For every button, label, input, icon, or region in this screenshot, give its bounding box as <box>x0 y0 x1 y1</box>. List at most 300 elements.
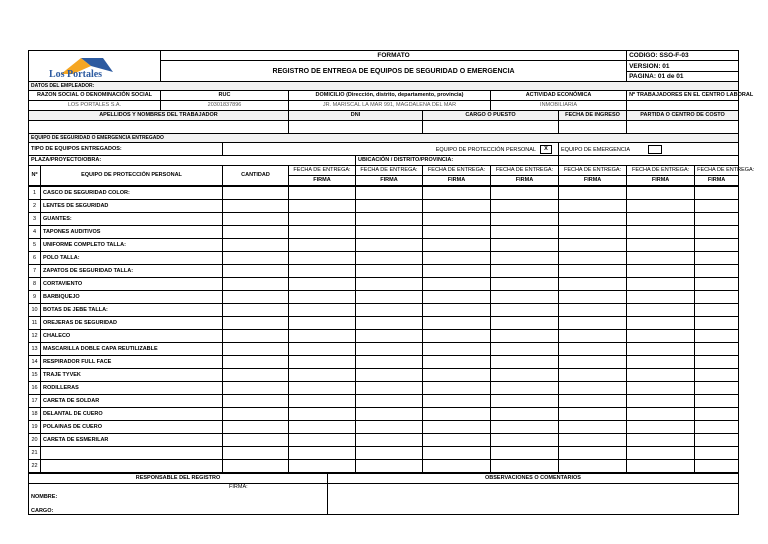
item-signature-field[interactable] <box>423 343 491 356</box>
item-signature-field[interactable] <box>423 395 491 408</box>
item-quantity-field[interactable] <box>223 213 289 226</box>
item-signature-field[interactable] <box>289 421 356 434</box>
item-signature-field[interactable] <box>559 356 627 369</box>
item-number: 11 <box>29 317 41 330</box>
item-signature-field[interactable] <box>627 434 695 447</box>
col-sign-header: FIRMA <box>289 176 356 186</box>
equipment-table <box>28 186 739 473</box>
observations-header: OBSERVACIONES O COMENTARIOS <box>328 474 739 484</box>
item-signature-field[interactable] <box>289 330 356 343</box>
col-number-header: Nº <box>29 166 41 186</box>
item-number: 4 <box>29 226 41 239</box>
responsible-block[interactable] <box>29 484 328 515</box>
col-date-header: FECHA DE ENTREGA: <box>289 166 356 176</box>
col-date-header: FECHA DE ENTREGA: <box>695 166 739 176</box>
item-name: RESPIRADOR FULL FACE <box>41 356 223 369</box>
item-signature-field[interactable] <box>627 460 695 473</box>
emergency-option-label: EQUIPO DE EMERGENCIA <box>561 146 631 153</box>
brand-name: Los Portales <box>49 69 103 80</box>
item-signature-field[interactable] <box>695 252 739 265</box>
col-sign-header: FIRMA <box>356 176 423 186</box>
item-signature-field[interactable] <box>491 265 559 278</box>
item-signature-field[interactable] <box>423 434 491 447</box>
item-signature-field[interactable] <box>423 330 491 343</box>
item-signature-field[interactable] <box>627 200 695 213</box>
item-quantity-field[interactable] <box>223 382 289 395</box>
item-signature-field[interactable] <box>423 460 491 473</box>
table-row <box>29 213 739 226</box>
item-signature-field[interactable] <box>356 408 423 421</box>
table-row <box>29 395 739 408</box>
item-signature-field[interactable] <box>289 434 356 447</box>
observations-field[interactable] <box>328 484 739 515</box>
item-name: LENTES DE SEGURIDAD <box>41 200 223 213</box>
item-signature-field[interactable] <box>423 278 491 291</box>
item-signature-field[interactable] <box>289 187 356 200</box>
item-signature-field[interactable] <box>695 278 739 291</box>
item-signature-field[interactable] <box>559 460 627 473</box>
item-signature-field[interactable] <box>627 291 695 304</box>
employer-section-title: DATOS DEL EMPLEADOR: <box>29 82 739 91</box>
item-signature-field[interactable] <box>491 213 559 226</box>
item-number: 12 <box>29 330 41 343</box>
item-number: 3 <box>29 213 41 226</box>
item-signature-field[interactable] <box>559 187 627 200</box>
logo-cell <box>29 51 161 82</box>
item-name: CARETA DE SOLDAR <box>41 395 223 408</box>
item-quantity-field[interactable] <box>223 200 289 213</box>
item-name: POLAINAS DE CUERO <box>41 421 223 434</box>
col-date-header: FECHA DE ENTREGA: <box>423 166 491 176</box>
item-name: CARETA DE ESMERILAR <box>41 434 223 447</box>
footer-table <box>28 473 739 515</box>
item-signature-field[interactable] <box>559 408 627 421</box>
item-number: 19 <box>29 421 41 434</box>
item-signature-field[interactable] <box>695 291 739 304</box>
item-number: 18 <box>29 408 41 421</box>
col-quantity-header: CANTIDAD <box>223 166 289 186</box>
item-quantity-field[interactable] <box>223 226 289 239</box>
item-signature-field[interactable] <box>423 226 491 239</box>
item-signature-field[interactable] <box>356 356 423 369</box>
item-signature-field[interactable] <box>627 278 695 291</box>
item-signature-field[interactable] <box>695 330 739 343</box>
item-signature-field[interactable] <box>423 421 491 434</box>
item-quantity-field[interactable] <box>223 356 289 369</box>
item-signature-field[interactable] <box>695 421 739 434</box>
item-signature-field[interactable] <box>423 187 491 200</box>
item-signature-field[interactable] <box>491 369 559 382</box>
item-signature-field[interactable] <box>559 200 627 213</box>
item-signature-field[interactable] <box>289 460 356 473</box>
item-name: TRAJE TYVEK <box>41 369 223 382</box>
item-quantity-field[interactable] <box>223 187 289 200</box>
item-signature-field[interactable] <box>627 330 695 343</box>
item-signature-field[interactable] <box>559 395 627 408</box>
item-signature-field[interactable] <box>356 278 423 291</box>
worker-header-start-date: FECHA DE INGRESO <box>559 111 627 121</box>
item-signature-field[interactable] <box>627 395 695 408</box>
equipment-type-label: TIPO DE EQUIPOS ENTREGADOS: <box>29 143 223 156</box>
item-name: CHALECO <box>41 330 223 343</box>
item-signature-field[interactable] <box>491 460 559 473</box>
table-row <box>29 447 739 460</box>
item-signature-field[interactable] <box>491 304 559 317</box>
table-row <box>29 343 739 356</box>
item-signature-field[interactable] <box>695 239 739 252</box>
item-name: BOTAS DE JEBE TALLA: <box>41 304 223 317</box>
item-signature-field[interactable] <box>627 408 695 421</box>
location-label: UBICACIÓN / DISTRITO/PROVINCIA: <box>356 156 559 166</box>
item-signature-field[interactable] <box>289 252 356 265</box>
item-number: 15 <box>29 369 41 382</box>
item-signature-field[interactable] <box>695 343 739 356</box>
item-signature-field[interactable] <box>695 356 739 369</box>
table-row <box>29 460 739 473</box>
item-signature-field[interactable] <box>627 317 695 330</box>
item-signature-field[interactable] <box>423 369 491 382</box>
col-date-header: FECHA DE ENTREGA: <box>356 166 423 176</box>
item-signature-field[interactable] <box>491 395 559 408</box>
item-number: 1 <box>29 187 41 200</box>
item-quantity-field[interactable] <box>223 265 289 278</box>
item-signature-field[interactable] <box>627 421 695 434</box>
item-number: 9 <box>29 291 41 304</box>
item-quantity-field[interactable] <box>223 252 289 265</box>
item-signature-field[interactable] <box>559 343 627 356</box>
worker-dni-field[interactable] <box>289 121 423 134</box>
item-number: 17 <box>29 395 41 408</box>
item-signature-field[interactable] <box>356 265 423 278</box>
item-signature-field[interactable] <box>491 447 559 460</box>
item-name: MASCARILLA DOBLE CAPA REUTILIZABLE <box>41 343 223 356</box>
table-row <box>29 252 739 265</box>
item-signature-field[interactable] <box>289 317 356 330</box>
item-signature-field[interactable] <box>627 356 695 369</box>
format-title: FORMATO <box>161 51 627 61</box>
item-signature-field[interactable] <box>423 447 491 460</box>
item-number: 8 <box>29 278 41 291</box>
item-signature-field[interactable] <box>559 291 627 304</box>
item-signature-field[interactable] <box>695 382 739 395</box>
form-sheet <box>28 50 755 515</box>
item-signature-field[interactable] <box>356 304 423 317</box>
table-row <box>29 317 739 330</box>
item-signature-field[interactable] <box>695 304 739 317</box>
employer-header-name: RAZON SOCIAL O DENOMINACIÓN SOCIAL <box>29 91 161 101</box>
emergency-option <box>559 143 739 156</box>
item-signature-field[interactable] <box>627 265 695 278</box>
item-signature-field[interactable] <box>423 382 491 395</box>
item-signature-field[interactable] <box>491 187 559 200</box>
item-signature-field[interactable] <box>289 369 356 382</box>
item-signature-field[interactable] <box>356 343 423 356</box>
item-signature-field[interactable] <box>559 447 627 460</box>
item-signature-field[interactable] <box>627 239 695 252</box>
employer-header-activity: ACTIVIDAD ECONÓMICA <box>491 91 627 101</box>
table-row <box>29 187 739 200</box>
item-signature-field[interactable] <box>491 291 559 304</box>
table-row <box>29 278 739 291</box>
col-date-header: FECHA DE ENTREGA: <box>491 166 559 176</box>
item-signature-field[interactable] <box>559 304 627 317</box>
table-row <box>29 356 739 369</box>
item-signature-field[interactable] <box>695 460 739 473</box>
item-signature-field[interactable] <box>559 382 627 395</box>
item-signature-field[interactable] <box>356 226 423 239</box>
item-name: TAPONES AUDITIVOS <box>41 226 223 239</box>
item-number: 20 <box>29 434 41 447</box>
item-number: 14 <box>29 356 41 369</box>
item-signature-field[interactable] <box>356 187 423 200</box>
item-signature-field[interactable] <box>289 291 356 304</box>
item-signature-field[interactable] <box>356 395 423 408</box>
item-signature-field[interactable] <box>695 434 739 447</box>
item-signature-field[interactable] <box>289 278 356 291</box>
item-signature-field[interactable] <box>695 187 739 200</box>
item-name: POLO TALLA: <box>41 252 223 265</box>
item-signature-field[interactable] <box>289 304 356 317</box>
table-row <box>29 239 739 252</box>
worker-name-field[interactable] <box>29 121 289 134</box>
item-signature-field[interactable] <box>423 213 491 226</box>
employer-header-workers: Nº TRABAJADORES EN EL CENTRO LABORAL <box>627 91 739 101</box>
item-signature-field[interactable] <box>559 213 627 226</box>
item-signature-field[interactable] <box>423 239 491 252</box>
employer-header-ruc: RUC <box>161 91 289 101</box>
item-number: 22 <box>29 460 41 473</box>
item-signature-field[interactable] <box>491 434 559 447</box>
item-signature-field[interactable] <box>627 447 695 460</box>
item-number: 7 <box>29 265 41 278</box>
item-signature-field[interactable] <box>356 200 423 213</box>
item-signature-field[interactable] <box>491 421 559 434</box>
item-number: 2 <box>29 200 41 213</box>
item-name <box>41 447 223 460</box>
item-signature-field[interactable] <box>491 252 559 265</box>
item-signature-field[interactable] <box>491 330 559 343</box>
item-signature-field[interactable] <box>289 343 356 356</box>
item-signature-field[interactable] <box>423 356 491 369</box>
item-signature-field[interactable] <box>423 291 491 304</box>
item-name: BARBIQUEJO <box>41 291 223 304</box>
item-signature-field[interactable] <box>559 330 627 343</box>
item-name: RODILLERAS <box>41 382 223 395</box>
ppe-checkbox[interactable]: X <box>540 145 552 154</box>
item-signature-field[interactable] <box>356 317 423 330</box>
item-signature-field[interactable] <box>695 408 739 421</box>
item-signature-field[interactable] <box>627 382 695 395</box>
table-row <box>29 200 739 213</box>
col-date-header: FECHA DE ENTREGA: <box>559 166 627 176</box>
code-label: CODIGO: SSO-F-03 <box>627 51 739 61</box>
item-quantity-field[interactable] <box>223 317 289 330</box>
table-row <box>29 330 739 343</box>
item-signature-field[interactable] <box>289 447 356 460</box>
item-quantity-field[interactable] <box>223 278 289 291</box>
table-row <box>29 369 739 382</box>
item-signature-field[interactable] <box>695 200 739 213</box>
item-signature-field[interactable] <box>559 239 627 252</box>
item-number: 10 <box>29 304 41 317</box>
item-signature-field[interactable] <box>559 369 627 382</box>
item-signature-field[interactable] <box>559 265 627 278</box>
item-signature-field[interactable] <box>289 239 356 252</box>
table-row <box>29 421 739 434</box>
version-label: VERSION: 01 <box>627 61 739 72</box>
item-signature-field[interactable] <box>559 434 627 447</box>
item-signature-field[interactable] <box>627 252 695 265</box>
item-signature-field[interactable] <box>559 421 627 434</box>
item-signature-field[interactable] <box>289 356 356 369</box>
item-quantity-field[interactable] <box>223 343 289 356</box>
item-signature-field[interactable] <box>491 200 559 213</box>
item-signature-field[interactable] <box>423 200 491 213</box>
item-signature-field[interactable] <box>627 343 695 356</box>
item-name: GUANTES: <box>41 213 223 226</box>
item-quantity-field[interactable] <box>223 460 289 473</box>
emergency-checkbox[interactable] <box>648 145 662 154</box>
item-signature-field[interactable] <box>559 226 627 239</box>
item-name: CORTAVIENTO <box>41 278 223 291</box>
equipment-section-title: EQUIPO DE SEGURIDAD O EMERGENCIA ENTREGADO <box>29 134 739 143</box>
location-field[interactable] <box>559 156 739 166</box>
item-signature-field[interactable] <box>289 200 356 213</box>
employer-workers-value[interactable] <box>627 101 739 111</box>
ppe-option <box>223 143 559 156</box>
table-row <box>29 382 739 395</box>
item-quantity-field[interactable] <box>223 434 289 447</box>
item-name: UNIFORME COMPLETO TALLA: <box>41 239 223 252</box>
item-signature-field[interactable] <box>423 265 491 278</box>
item-signature-field[interactable] <box>423 252 491 265</box>
item-signature-field[interactable] <box>491 343 559 356</box>
item-signature-field[interactable] <box>356 369 423 382</box>
item-signature-field[interactable] <box>423 408 491 421</box>
item-signature-field[interactable] <box>423 304 491 317</box>
item-signature-field[interactable] <box>356 239 423 252</box>
item-signature-field[interactable] <box>491 382 559 395</box>
page-label: PAGINA: 01 de 01 <box>627 72 739 82</box>
item-signature-field[interactable] <box>289 265 356 278</box>
item-signature-field[interactable] <box>491 239 559 252</box>
table-row <box>29 304 739 317</box>
site-label: PLAZA/PROYECTO/OBRA: <box>29 156 356 166</box>
item-signature-field[interactable] <box>356 447 423 460</box>
item-quantity-field[interactable] <box>223 239 289 252</box>
item-signature-field[interactable] <box>491 317 559 330</box>
ppe-option-label: EQUIPO DE PROTECCIÓN PERSONAL <box>435 146 536 153</box>
col-sign-header: FIRMA <box>627 176 695 186</box>
item-signature-field[interactable] <box>356 330 423 343</box>
item-signature-field[interactable] <box>356 252 423 265</box>
table-row <box>29 434 739 447</box>
item-signature-field[interactable] <box>695 369 739 382</box>
col-sign-header: FIRMA <box>423 176 491 186</box>
item-signature-field[interactable] <box>356 291 423 304</box>
worker-header-cost-center: PARTIDA O CENTRO DE COSTO <box>627 111 739 121</box>
item-quantity-field[interactable] <box>223 330 289 343</box>
employer-header-address: DOMICILIO (Dirección, distrito, departamento, provincia) <box>289 91 491 101</box>
worker-header-name: APELLIDOS Y NOMBRES DEL TRABAJADOR <box>29 111 289 121</box>
item-signature-field[interactable] <box>423 317 491 330</box>
item-signature-field[interactable] <box>356 421 423 434</box>
item-quantity-field[interactable] <box>223 304 289 317</box>
table-row <box>29 291 739 304</box>
item-quantity-field[interactable] <box>223 291 289 304</box>
item-number: 21 <box>29 447 41 460</box>
name-label: NOMBRE: <box>31 494 58 500</box>
item-signature-field[interactable] <box>356 213 423 226</box>
item-name: CASCO DE SEGURIDAD COLOR: <box>41 187 223 200</box>
worker-header-role: CARGO O PUESTO <box>423 111 559 121</box>
item-signature-field[interactable] <box>356 382 423 395</box>
item-signature-field[interactable] <box>289 382 356 395</box>
worker-role-field[interactable] <box>423 121 559 134</box>
item-signature-field[interactable] <box>356 434 423 447</box>
employer-address-value[interactable]: JR. MARISCAL LA MAR 991, MAGDALENA DEL MAR <box>289 101 491 111</box>
item-signature-field[interactable] <box>289 408 356 421</box>
item-signature-field[interactable] <box>627 304 695 317</box>
item-signature-field[interactable] <box>491 356 559 369</box>
item-signature-field[interactable] <box>695 213 739 226</box>
item-name: DELANTAL DE CUERO <box>41 408 223 421</box>
form-table <box>28 50 755 186</box>
item-name: OREJERAS DE SEGURIDAD <box>41 317 223 330</box>
worker-cost-center-field[interactable] <box>627 121 739 134</box>
table-row <box>29 226 739 239</box>
item-signature-field[interactable] <box>695 317 739 330</box>
item-number: 6 <box>29 252 41 265</box>
item-signature-field[interactable] <box>491 226 559 239</box>
employer-ruc-value[interactable]: 20301837896 <box>161 101 289 111</box>
col-item-header: EQUIPO DE PROTECCIÓN PERSONAL <box>41 166 223 186</box>
table-row <box>29 265 739 278</box>
item-number: 13 <box>29 343 41 356</box>
item-quantity-field[interactable] <box>223 408 289 421</box>
item-quantity-field[interactable] <box>223 395 289 408</box>
item-signature-field[interactable] <box>491 408 559 421</box>
item-signature-field[interactable] <box>356 460 423 473</box>
item-signature-field[interactable] <box>627 213 695 226</box>
item-signature-field[interactable] <box>695 395 739 408</box>
signature-label: FIRMA: <box>229 484 248 490</box>
table-row <box>29 408 739 421</box>
item-signature-field[interactable] <box>491 278 559 291</box>
item-signature-field[interactable] <box>695 447 739 460</box>
item-quantity-field[interactable] <box>223 447 289 460</box>
item-signature-field[interactable] <box>627 226 695 239</box>
item-signature-field[interactable] <box>289 226 356 239</box>
item-signature-field[interactable] <box>695 226 739 239</box>
col-date-header: FECHA DE ENTREGA: <box>627 166 695 176</box>
item-signature-field[interactable] <box>627 369 695 382</box>
item-signature-field[interactable] <box>559 317 627 330</box>
item-signature-field[interactable] <box>559 278 627 291</box>
item-signature-field[interactable] <box>559 252 627 265</box>
employer-activity-value[interactable]: INMOBILIARIA <box>491 101 627 111</box>
item-signature-field[interactable] <box>627 187 695 200</box>
item-signature-field[interactable] <box>289 213 356 226</box>
item-name: ZAPATOS DE SEGURIDAD TALLA: <box>41 265 223 278</box>
worker-start-date-field[interactable] <box>559 121 627 134</box>
item-quantity-field[interactable] <box>223 421 289 434</box>
item-quantity-field[interactable] <box>223 369 289 382</box>
role-label: CARGO: <box>31 508 54 514</box>
employer-name-value[interactable]: LOS PORTALES S.A. <box>29 101 161 111</box>
item-signature-field[interactable] <box>695 265 739 278</box>
item-signature-field[interactable] <box>289 395 356 408</box>
